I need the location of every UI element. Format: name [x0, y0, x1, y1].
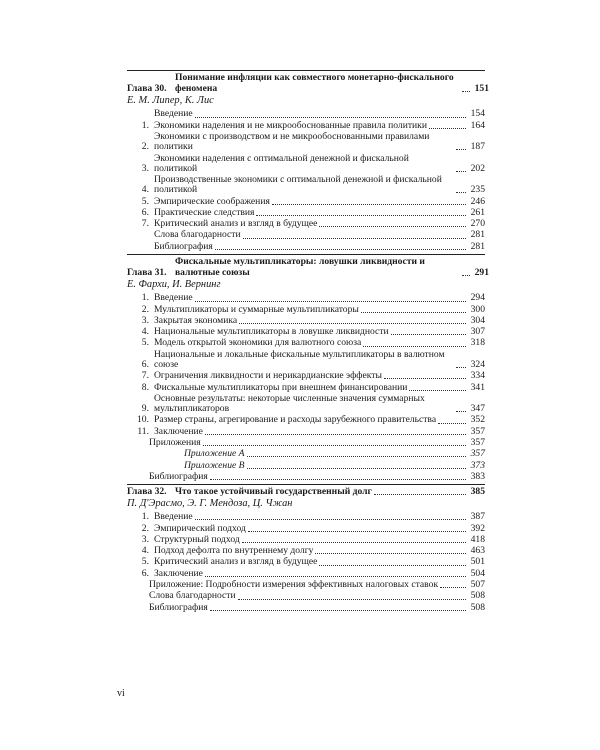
toc-entry[interactable] — [127, 154, 485, 174]
toc-entry[interactable] — [127, 132, 485, 152]
dot-leader — [456, 171, 466, 172]
entry-page: 294 — [470, 292, 485, 304]
entry-title: Ограничения ликвидности и нерикардианские эффекты — [154, 370, 382, 382]
dot-leader — [315, 553, 466, 554]
entry-number: 1. — [141, 511, 149, 523]
toc-entry[interactable] — [127, 569, 485, 579]
entry-number: 2. — [141, 141, 149, 153]
page-number: vi — [117, 688, 125, 699]
entry-page: 341 — [470, 381, 485, 393]
chapter-label: Глава 30. — [127, 83, 167, 95]
entry-page: 246 — [470, 195, 485, 207]
entry-number: 5. — [141, 337, 149, 349]
entry-title: Эмпирические соображения — [154, 195, 270, 207]
toc-entry[interactable] — [127, 438, 485, 448]
chapter-page: 385 — [470, 486, 485, 498]
entry-title: Заключение — [154, 567, 203, 579]
entry-page: 270 — [470, 218, 485, 230]
entry-title: Библиография — [149, 601, 208, 613]
entry-page: 418 — [470, 533, 485, 545]
chapter-page: 151 — [474, 83, 489, 95]
toc-entry[interactable] — [127, 461, 485, 471]
dot-leader — [238, 599, 466, 600]
dot-leader — [361, 312, 466, 313]
entry-number: 5. — [141, 195, 149, 207]
toc-entry[interactable] — [127, 546, 485, 556]
toc-entry[interactable] — [127, 316, 485, 326]
entry-title: Критический анализ и взгляд в будущее — [154, 556, 318, 568]
entry-page: 187 — [470, 141, 485, 153]
entry-number: 6. — [141, 358, 149, 370]
entry-page: 508 — [470, 601, 485, 613]
entry-title: Критический анализ и взгляд в будущее — [154, 218, 318, 230]
dot-leader — [462, 275, 470, 276]
entry-number: 11. — [137, 425, 149, 437]
entry-number: 7. — [141, 218, 149, 230]
entry-page: 357 — [470, 448, 485, 460]
entry-number: 1. — [141, 292, 149, 304]
dot-leader — [256, 215, 466, 216]
entry-title: Библиография — [149, 470, 208, 482]
chapter-title-row — [175, 255, 489, 279]
chapter-heading[interactable] — [127, 484, 485, 497]
entry-page: 504 — [470, 567, 485, 579]
chapter-label: Глава 31. — [127, 267, 167, 279]
dot-leader — [215, 249, 466, 250]
dot-leader — [247, 456, 466, 457]
dot-leader — [239, 323, 466, 324]
chapter-authors: П. Д'Эрасмо, Э. Г. Мендоза, Ц. Чжан — [127, 498, 293, 510]
dot-leader — [391, 334, 466, 335]
entry-page: 281 — [470, 240, 485, 252]
entry-number: 3. — [141, 162, 149, 174]
entry-page: 387 — [470, 511, 485, 523]
toc-entry[interactable] — [127, 603, 485, 613]
entry-number: 8. — [141, 381, 149, 393]
entry-number: 6. — [141, 567, 149, 579]
entry-number: 7. — [141, 370, 149, 382]
dot-leader — [203, 445, 466, 446]
dot-leader — [440, 587, 466, 588]
toc-entry[interactable] — [127, 121, 485, 131]
entry-title: Эмпирический подход — [154, 522, 246, 534]
toc-entry[interactable] — [127, 449, 485, 459]
toc-entry[interactable] — [127, 591, 485, 601]
chapter-page: 291 — [474, 267, 489, 279]
chapter-title: Что такое устойчивый государственный долг — [175, 486, 372, 498]
dot-leader — [456, 411, 466, 412]
toc-entry[interactable] — [127, 580, 485, 590]
toc-entry[interactable] — [127, 535, 485, 545]
entry-title: Практические следствия — [154, 206, 255, 218]
entry-title: Мультипликаторы и суммарные мультипликаторы — [154, 303, 359, 315]
toc-entry[interactable] — [127, 175, 485, 195]
entry-page: 334 — [470, 370, 485, 382]
entry-number: 5. — [141, 556, 149, 568]
entry-page: 300 — [470, 303, 485, 315]
entry-title: Национальные мультипликаторы в ловушке ликвидности — [154, 326, 389, 338]
entry-title: Слова благодарности — [154, 229, 241, 241]
entry-number: 10. — [137, 414, 149, 426]
entry-page: 373 — [470, 459, 485, 471]
entry-title: Введение — [154, 511, 193, 523]
dot-leader — [242, 542, 466, 543]
chapter-title-row — [175, 72, 489, 95]
entry-title: Закрытая экономика — [154, 314, 238, 326]
entry-number: 9. — [141, 403, 149, 415]
entry-title: Экономики наделения с оптимальной денежной и фискальной политикой — [154, 152, 409, 174]
toc-entry[interactable] — [127, 557, 485, 567]
entry-page: 508 — [470, 590, 485, 602]
dot-leader — [272, 204, 466, 205]
table-of-contents — [127, 70, 489, 614]
chapter-title: Фискальные мультипликаторы: ловушки ликвидности и валютные союзы — [175, 255, 425, 279]
chapter-label: Глава 32. — [127, 486, 167, 498]
entry-title: Структурный подход — [154, 533, 240, 545]
entry-page: 164 — [470, 119, 485, 131]
entry-number: 3. — [141, 314, 149, 326]
entry-page: 154 — [470, 108, 485, 120]
entry-title: Приложение: Подробности измерения эффективных налоговых ставок — [149, 579, 439, 591]
chapter-authors: Е. М. Липер, К. Лис — [127, 95, 214, 107]
dot-leader — [195, 519, 466, 520]
entry-title: Подход дефолта по внутреннему долгу — [154, 545, 314, 557]
toc-entry[interactable] — [127, 109, 485, 119]
entry-page: 304 — [470, 314, 485, 326]
entry-title: Введение — [154, 108, 193, 120]
entry-page: 202 — [470, 162, 485, 174]
toc-entry[interactable] — [127, 394, 485, 414]
entry-number: 3. — [141, 533, 149, 545]
dot-leader — [247, 468, 466, 469]
toc-entry[interactable] — [127, 293, 485, 303]
entry-title: Приложение B — [184, 459, 245, 471]
dot-leader — [429, 128, 466, 129]
chapter-authors: Е. Фархи, И. Вернинг — [127, 279, 221, 291]
entry-title: Модель открытой экономики для валютного союза — [154, 337, 362, 349]
entry-page: 463 — [470, 545, 485, 557]
toc-entry[interactable] — [127, 219, 485, 229]
dot-leader — [456, 367, 466, 368]
toc-entry[interactable] — [127, 208, 485, 218]
entry-page: 383 — [470, 470, 485, 482]
toc-entry[interactable] — [127, 197, 485, 207]
chapter-heading[interactable] — [127, 254, 489, 279]
entry-title: Библиография — [154, 240, 213, 252]
entry-page: 261 — [470, 206, 485, 218]
entry-title: Основные результаты: некоторые численные значения суммарных мультипликаторов — [154, 392, 425, 415]
entry-page: 501 — [470, 556, 485, 568]
entry-page: 392 — [470, 522, 485, 534]
entry-title: Национальные и локальные фискальные мультипликаторы в валютном союзе — [154, 348, 445, 370]
entry-number: 1. — [141, 119, 149, 131]
toc-entry[interactable] — [127, 338, 485, 348]
toc-entry[interactable] — [127, 230, 485, 240]
entry-title: Введение — [154, 292, 193, 304]
toc-entry[interactable] — [127, 327, 485, 337]
entry-title: Слова благодарности — [149, 590, 236, 602]
toc-entry[interactable] — [127, 305, 485, 315]
dot-leader — [438, 423, 466, 424]
entry-page: 507 — [470, 579, 485, 591]
dot-leader — [456, 192, 466, 193]
dot-leader — [456, 149, 466, 150]
entry-title: Приложения — [149, 436, 201, 448]
toc-entry[interactable] — [127, 383, 485, 393]
dot-leader — [248, 531, 466, 532]
entry-number: 6. — [141, 206, 149, 218]
toc-entry[interactable] — [127, 512, 485, 522]
toc-entry[interactable] — [127, 524, 485, 534]
dot-leader — [384, 378, 466, 379]
dot-leader — [409, 390, 466, 391]
toc-entry[interactable] — [127, 415, 485, 425]
entry-number: 4. — [141, 326, 149, 338]
entry-page: 307 — [470, 326, 485, 338]
entry-page: 318 — [470, 337, 485, 349]
dot-leader — [319, 565, 466, 566]
dot-leader — [319, 226, 466, 227]
entry-number: 2. — [141, 522, 149, 534]
dot-leader — [462, 91, 470, 92]
dot-leader — [195, 301, 466, 302]
toc-entry[interactable] — [127, 242, 485, 252]
toc-entry[interactable] — [127, 427, 485, 437]
chapter-heading[interactable] — [127, 70, 489, 95]
toc-entry[interactable] — [127, 350, 485, 370]
entry-page: 281 — [470, 229, 485, 241]
entry-page: 352 — [470, 414, 485, 426]
dot-leader — [210, 479, 466, 480]
dot-leader — [363, 346, 466, 347]
entry-number: 2. — [141, 303, 149, 315]
dot-leader — [195, 117, 466, 118]
entry-title: Производственные экономики с оптимальной денежной и фискальной политикой — [154, 174, 442, 196]
dot-leader — [210, 610, 466, 611]
entry-page: 357 — [470, 436, 485, 448]
dot-leader — [205, 434, 466, 435]
entry-title: Заключение — [154, 425, 203, 437]
entry-number: 4. — [141, 184, 149, 196]
entry-title: Фискальные мультипликаторы при внешнем финансировании — [154, 381, 408, 393]
dot-leader — [205, 576, 466, 577]
entry-page: 347 — [470, 403, 485, 415]
entry-title: Экономики наделения и не микрообоснованные правила политики — [154, 119, 427, 131]
toc-entry[interactable] — [127, 371, 485, 381]
dot-leader — [374, 494, 466, 495]
entry-number: 4. — [141, 545, 149, 557]
entry-title: Экономики с производством и не микрообоснованными правилами политики — [154, 131, 430, 153]
dot-leader — [243, 238, 466, 239]
entry-page: 324 — [470, 358, 485, 370]
entry-page: 357 — [470, 425, 485, 437]
chapter-title-row — [175, 486, 485, 497]
chapter-title: Понимание инфляции как совместного монетарно-фискального феномена — [175, 72, 454, 95]
entry-page: 235 — [470, 184, 485, 196]
entry-title: Размер страны, агрегирование и расходы зарубежного правительства — [154, 414, 437, 426]
toc-entry[interactable] — [127, 472, 485, 482]
entry-title: Приложение A — [184, 448, 245, 460]
